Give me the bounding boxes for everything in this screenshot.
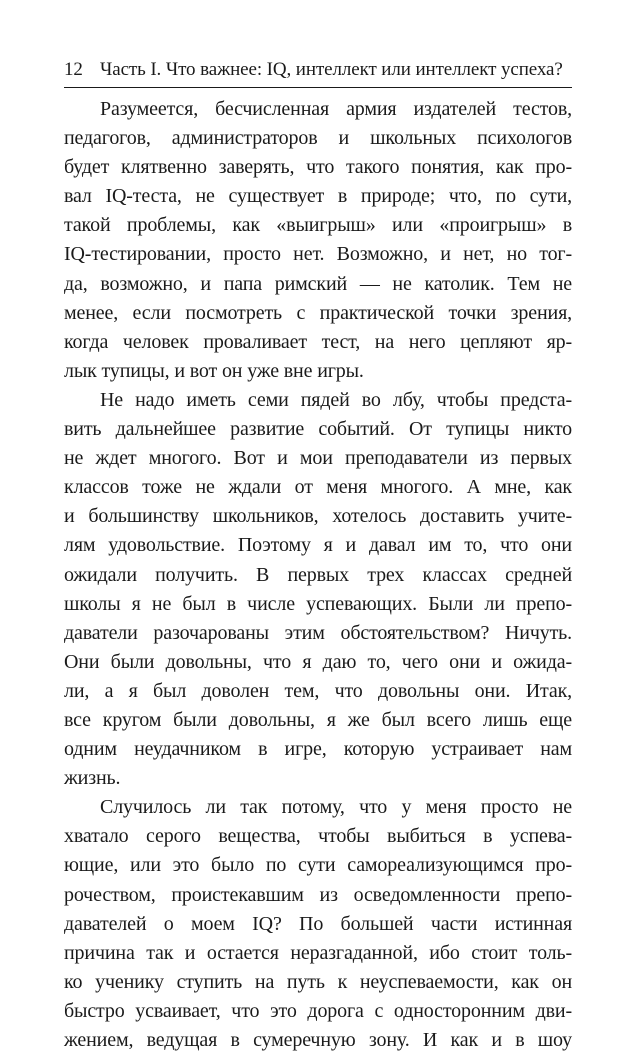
text-line: менее, если посмотреть с практической точки зрения, <box>64 301 572 324</box>
text-line: все кругом были довольны, я же был всего лишь еще <box>64 708 572 731</box>
running-head <box>64 58 572 82</box>
text-line: классов тоже не ждали от меня многого. А мне, как <box>64 476 572 499</box>
text-line: давателей о моем IQ? По большей части истинная <box>64 912 572 935</box>
text-line: жизнь. <box>64 767 121 790</box>
text-line: школы я не был в числе успевающих. Были ли препо- <box>64 592 572 615</box>
running-title: Часть I. Что важнее: IQ, интеллект или интеллект успеха? <box>100 59 563 80</box>
body-text <box>64 95 572 1055</box>
text-line: жением, ведущая в сумеречную зону. И как и в шоу <box>64 1029 572 1051</box>
text-line: даватели разочарованы этим обстоятельством? Ничуть. <box>64 621 572 644</box>
text-line: педагогов, администраторов и школьных психологов <box>64 127 572 150</box>
text-line: не ждет многого. Вот и мои преподаватели из первых <box>64 447 572 470</box>
text-line: причина так и остается неразгаданной, ибо стоит толь- <box>64 941 572 964</box>
text-line: когда человек проваливает тест, на него цепляют яр- <box>64 330 572 353</box>
text-line: ющие, или это было по сути самореализующимся про- <box>64 854 572 877</box>
text-line: Разумеется, бесчисленная армия издателей тестов, <box>100 98 572 120</box>
page-number: 12 <box>64 59 83 80</box>
text-line: и большинству школьников, хотелось доставить учите- <box>64 505 572 528</box>
header-rule <box>64 87 572 88</box>
text-line: Случилось ли так потому, что у меня просто не <box>100 796 572 819</box>
text-line: хватало серого вещества, чтобы выбиться в успева- <box>64 825 572 848</box>
text-line: рочеством, проистекавшим из осведомленности препо- <box>64 883 572 906</box>
text-line: IQ-тестировании, просто нет. Возможно, и нет, но тог- <box>64 243 572 266</box>
text-line: вить дальнейшее развитие событий. От тупицы никто <box>64 418 572 441</box>
text-line: лям удовольствие. Поэтому я и давал им то, что они <box>64 534 572 557</box>
text-line: ожидали получить. В первых трех классах средней <box>64 563 572 586</box>
text-line: да, возможно, и папа римский — не католик. Тем не <box>64 272 572 295</box>
text-line: Не надо иметь семи пядей во лбу, чтобы предста- <box>100 388 572 411</box>
text-line: ли, а я был доволен тем, что довольны они. Итак, <box>64 679 572 702</box>
text-line: одним неудачником в игре, которую устраивает нам <box>64 738 572 761</box>
text-line: ко ученику ступить на путь к неуспеваемости, как он <box>64 970 572 993</box>
text-line: будет клятвенно заверять, что такого понятия, как про- <box>64 156 572 179</box>
text-line: лык тупицы, и вот он уже вне игры. <box>64 359 364 382</box>
text-line: быстро усваивает, что это дорога с односторонним дви- <box>64 999 572 1022</box>
text-line: Они были довольны, что я даю то, чего они и ожида- <box>64 650 572 673</box>
text-line: вал IQ-теста, не существует в природе; что, по сути, <box>64 185 572 208</box>
text-line: такой проблемы, как «выигрыш» или «проигрыш» в <box>64 214 572 237</box>
